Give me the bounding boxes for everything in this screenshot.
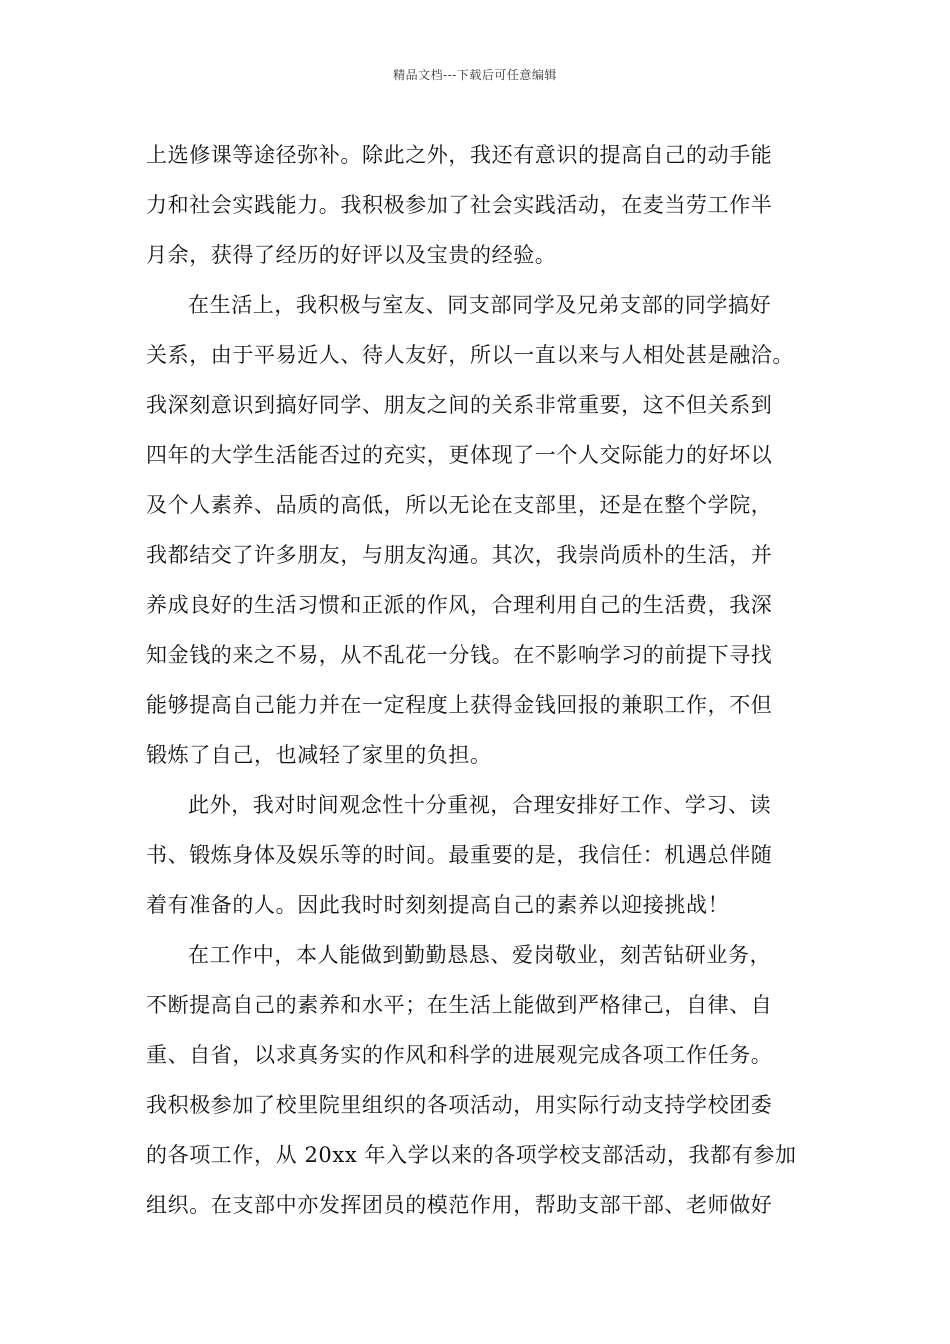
paragraph-start-line: 此外，我对时间观念性十分重视，合理安排好工作、学习、读 (188, 793, 772, 817)
text-line: 我深刻意识到搞好同学、朋友之间的关系非常重要，这不但关系到 (146, 393, 773, 417)
text-line: 书、锻炼身体及娱乐等的时间。最重要的是，我信任：机遇总伴随 (146, 843, 773, 867)
text-line: 四年的大学生活能否过的充实，更体现了一个人交际能力的好坏以 (146, 443, 773, 467)
text-line: 力和社会实践能力。我积极参加了社会实践活动，在麦当劳工作半 (146, 193, 773, 217)
text-line: 及个人素养、品质的高低，所以无论在支部里，还是在整个学院， (146, 493, 773, 517)
text-line: 上选修课等途径弥补。除此之外，我还有意识的提高自己的动手能 (146, 143, 773, 167)
text-line: 重、自省，以求真务实的作风和科学的进展观完成各项工作任务。 (146, 1043, 773, 1067)
text-line: 我都结交了许多朋友，与朋友沟通。其次，我崇尚质朴的生活，并 (146, 543, 773, 567)
text-line: 月余，获得了经历的好评以及宝贵的经验。 (146, 243, 557, 267)
text-line: 知金钱的来之不易，从不乱花一分钱。在不影响学习的前提下寻找 (146, 643, 773, 667)
text-line: 关系，由于平易近人、待人友好，所以一直以来与人相处甚是融洽。 (146, 343, 794, 367)
text-line: 的各项工作，从 20xx 年入学以来的各项学校支部活动，我都有参加 (146, 1143, 797, 1167)
text-line: 不断提高自己的素养和水平；在生活上能做到严格律己，自律、自 (146, 993, 773, 1017)
text-line: 着有准备的人。因此我时时刻刻提高自己的素养以迎接挑战！ (146, 893, 730, 917)
text-line: 能够提高自己能力并在一定程度上获得金钱回报的兼职工作，不但 (146, 693, 773, 717)
text-line: 养成良好的生活习惯和正派的作风，合理利用自己的生活费，我深 (146, 593, 773, 617)
document-body (146, 130, 816, 1230)
text-line: 组织。在支部中亦发挥团员的模范作用，帮助支部干部、老师做好 (146, 1193, 773, 1217)
page-header: 精品文档---下载后可任意编辑 (393, 68, 557, 82)
text-line: 锻炼了自己，也减轻了家里的负担。 (146, 743, 492, 767)
text-line: 我积极参加了校里院里组织的各项活动，用实际行动支持学校团委 (146, 1093, 773, 1117)
paragraph-start-line: 在工作中，本人能做到勤勤恳恳、爱岗敬业，刻苦钻研业务， (188, 943, 772, 967)
paragraph-start-line: 在生活上，我积极与室友、同支部同学及兄弟支部的同学搞好 (188, 293, 772, 317)
